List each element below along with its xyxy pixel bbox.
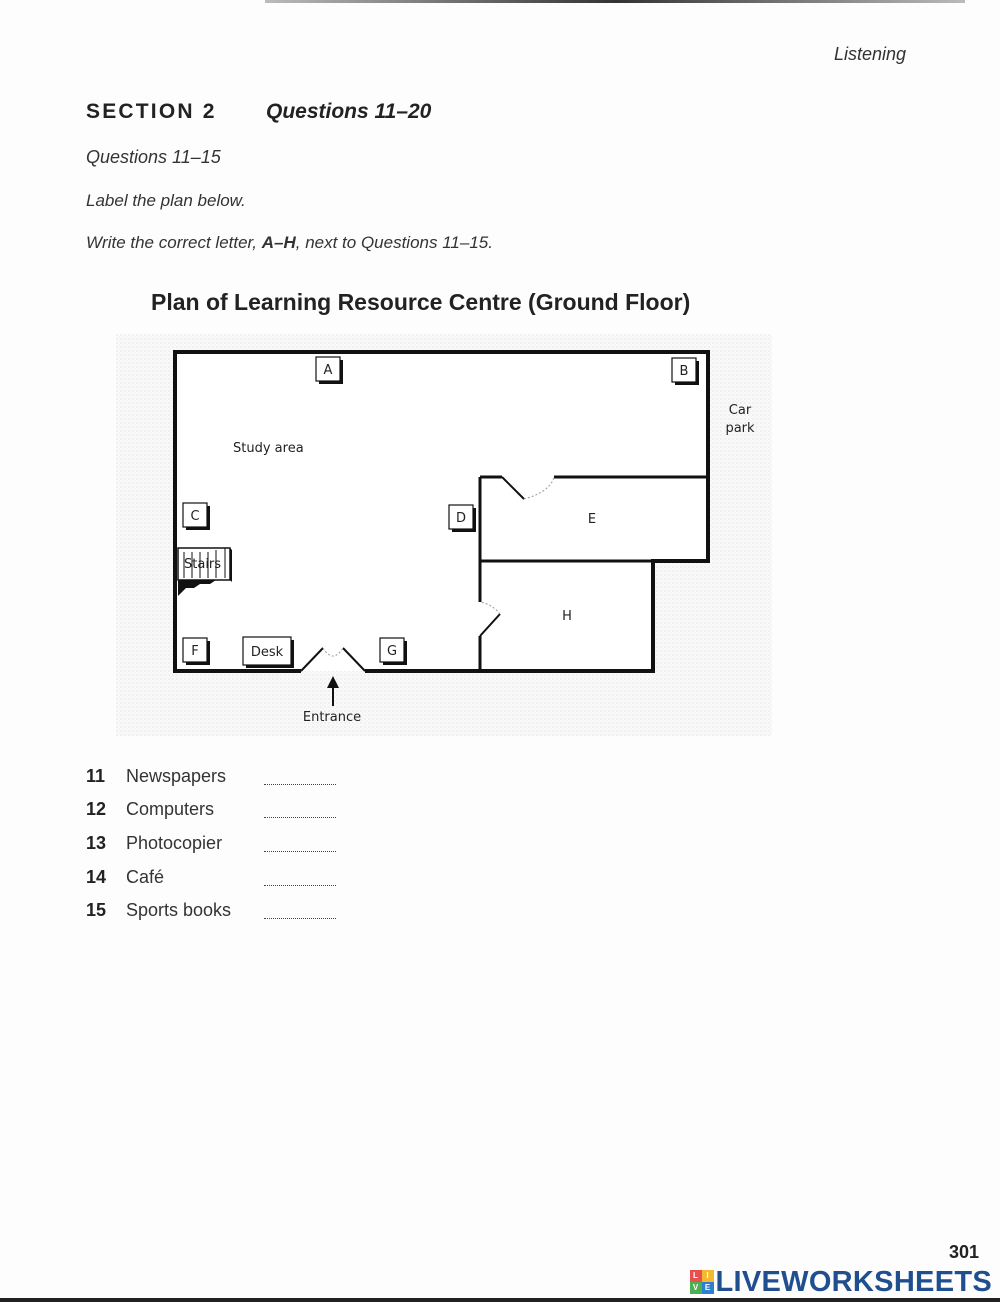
question-number: 14	[86, 867, 107, 887]
desk	[243, 637, 294, 668]
instruction-2-pre: Write the correct letter,	[86, 233, 262, 252]
answer-blank[interactable]	[264, 784, 336, 785]
question-label: Café	[126, 867, 165, 887]
box-b	[672, 358, 699, 385]
answer-blank[interactable]	[264, 918, 336, 919]
top-rule	[265, 0, 965, 3]
car-park-label-line1: Car	[728, 403, 752, 418]
logo-mark-cell: L	[690, 1270, 702, 1282]
entrance-label: Entrance	[302, 710, 362, 725]
question-label: Computers	[126, 799, 215, 819]
question-number: 15	[86, 900, 107, 920]
box-d	[449, 505, 476, 532]
answer-blank[interactable]	[264, 885, 336, 886]
liveworksheets-logo-text: LIVEWORKSHEETS	[715, 1265, 992, 1298]
svg-text:G: G	[386, 644, 398, 659]
logo-mark-cell: V	[690, 1282, 702, 1294]
section-questions-range: Questions 11–20	[266, 100, 432, 123]
floor-plan	[116, 334, 772, 736]
svg-text:C: C	[190, 509, 200, 524]
instruction-2-bold: A–H	[261, 233, 296, 252]
bottom-edge	[0, 1298, 1000, 1302]
box-c	[183, 503, 210, 530]
question-label: Sports books	[126, 900, 232, 920]
answer-blank[interactable]	[264, 851, 336, 852]
svg-text:D: D	[455, 511, 467, 526]
box-g	[380, 638, 407, 665]
box-f	[183, 638, 210, 665]
page-number: 301	[948, 1242, 979, 1262]
study-area-label: Study area	[233, 441, 304, 456]
room-h-label: H	[562, 609, 572, 624]
logo-mark-cell: I	[702, 1270, 714, 1282]
car-park-label-line2: park	[725, 421, 755, 436]
instruction-2-post: , next to Questions 11–15.	[295, 233, 493, 252]
question-number: 12	[86, 799, 107, 819]
floor-interior	[175, 352, 708, 671]
svg-text:A: A	[323, 363, 333, 378]
plan-title: Plan of Learning Resource Centre (Ground Floor)	[151, 289, 691, 315]
svg-text:Desk: Desk	[250, 645, 284, 660]
liveworksheets-logo[interactable]	[690, 1266, 993, 1298]
logo-mark-cell: E	[702, 1282, 714, 1294]
section-heading: SECTION 2	[86, 100, 217, 123]
liveworksheets-logo-mark-icon	[690, 1270, 714, 1294]
question-label: Newspapers	[126, 766, 227, 786]
instruction-write-letter	[86, 233, 493, 253]
svg-text:F: F	[191, 644, 199, 659]
question-number: 13	[86, 833, 107, 853]
box-a	[316, 357, 343, 384]
running-head: Listening	[833, 44, 906, 64]
question-number: 11	[86, 766, 106, 786]
answer-blank[interactable]	[264, 817, 336, 818]
room-e-label: E	[587, 512, 597, 527]
sub-heading: Questions 11–15	[86, 147, 221, 167]
svg-text:B: B	[679, 364, 689, 379]
question-label: Photocopier	[126, 833, 223, 853]
instruction-label-plan: Label the plan below.	[86, 191, 246, 210]
stairs-label: Stairs	[184, 557, 222, 572]
